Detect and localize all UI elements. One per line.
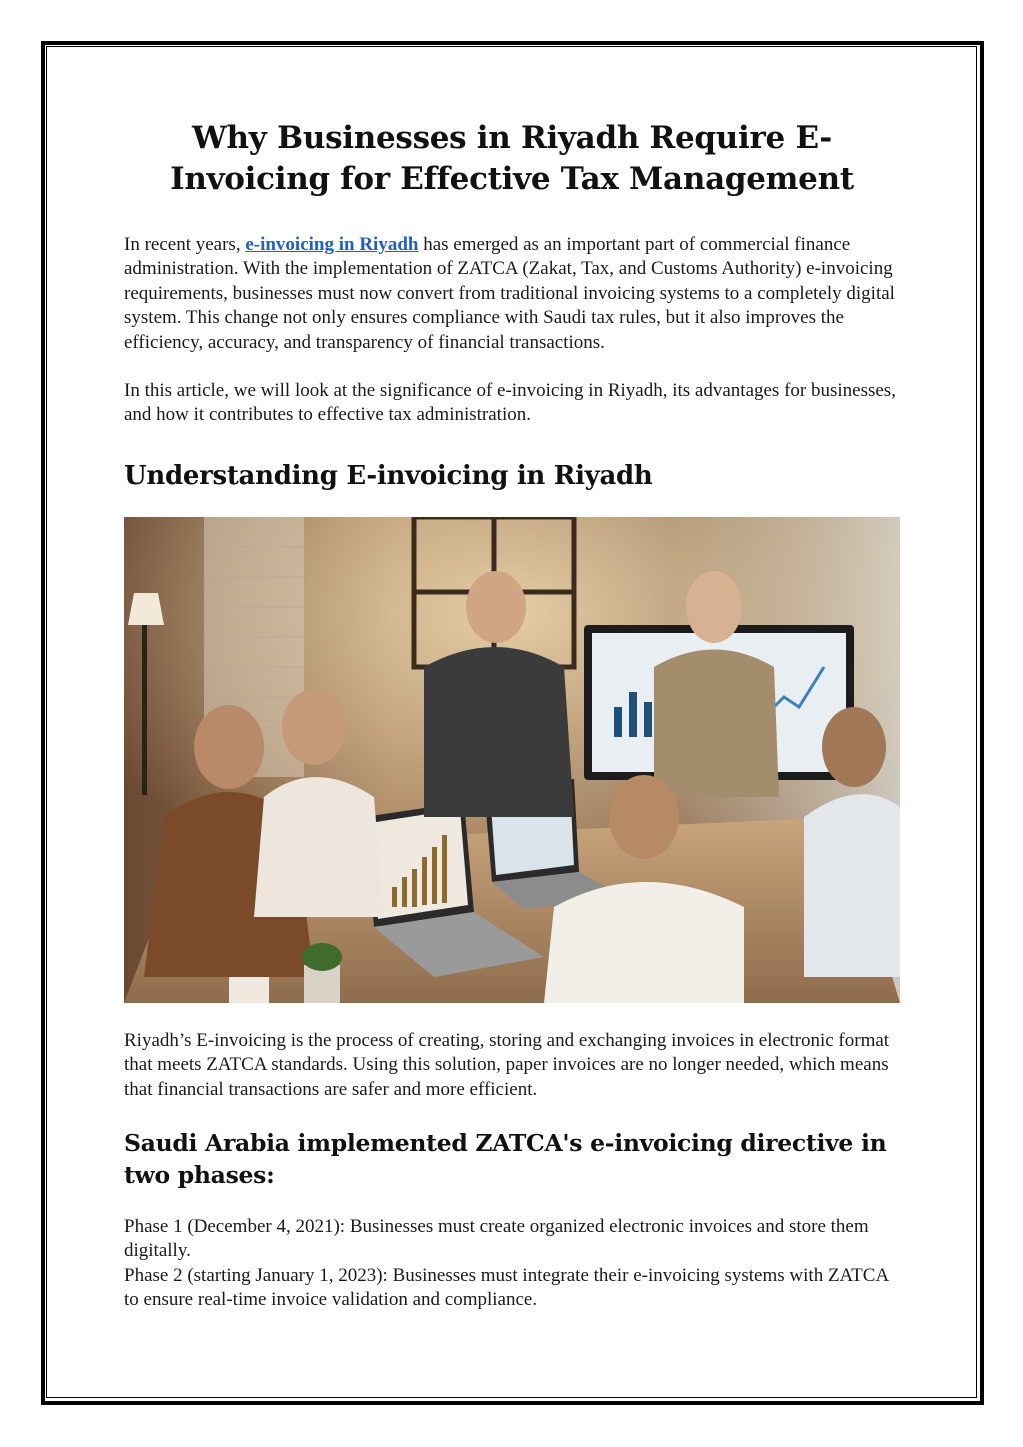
definition-paragraph: Riyadh’s E-invoicing is the process of creating, storing and exchanging invoices in electronic format that meets ZATCA standards. Using this solution, paper invoices are no longer needed, which means that financial transactions are safer and more efficient. [124, 1029, 890, 1100]
article-body [124, 118, 900, 1313]
phase-1-paragraph: Phase 1 (December 4, 2021): Businesses must create organized electronic invoices and store them digitally. [124, 1216, 869, 1262]
phase-2-paragraph: Phase 2 (starting January 1, 2023): Businesses must integrate their e-invoicing systems with ZATCA to ensure real-time invoice validation and compliance. [124, 1264, 889, 1311]
e-invoicing-riyadh-link[interactable]: e-invoicing in Riyadh [245, 234, 419, 255]
section-heading-understanding: Understanding E-invoicing in Riyadh [124, 460, 653, 491]
article-overview-paragraph: In this article, we will look at the significance of e-invoicing in Riyadh, its advantages for businesses, and how it contributes to effective tax administration. [124, 380, 896, 426]
section-heading-phases: Saudi Arabia implemented ZATCA's e-invoicing directive in two phases: [124, 1129, 887, 1190]
office-meeting-photo [124, 517, 900, 1003]
page-title: Why Businesses in Riyadh Require E-Invoicing for Effective Tax Management [170, 120, 854, 197]
intro-lead-text: In recent years, [124, 234, 246, 255]
intro-rest-text: has emerged as an important part of commercial finance administration. With the implementation of ZATCA (Zakat, Tax, and Customs Authority) e-invoicing requirements, businesses must now convert from traditional invoicing systems to a completely digital system. This change not only ensures compliance with Saudi tax rules, but it also improves the efficiency, accuracy, and transparency of financial transactions. [124, 234, 895, 353]
intro-paragraph [124, 233, 900, 355]
